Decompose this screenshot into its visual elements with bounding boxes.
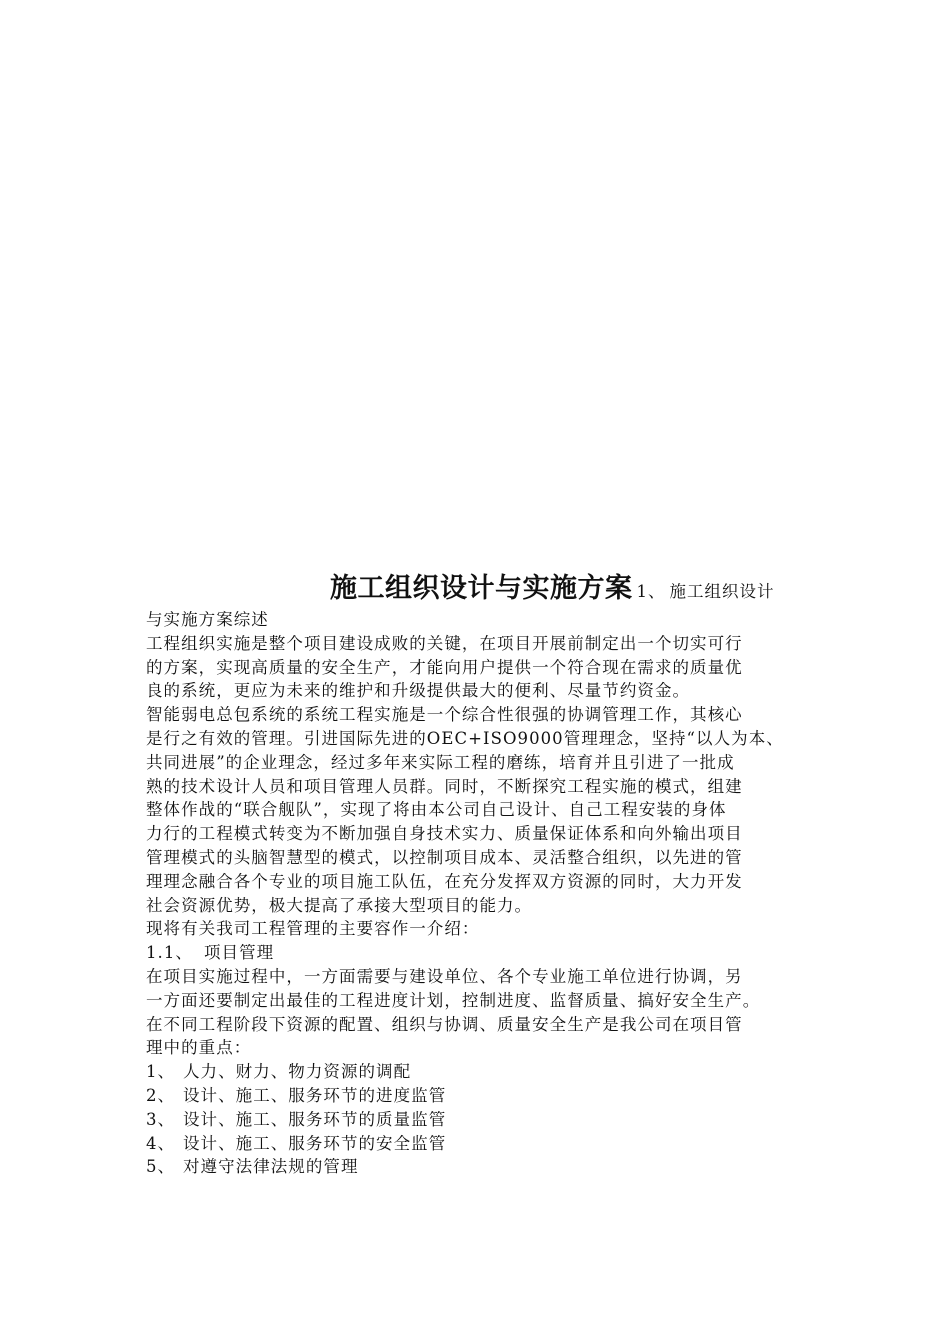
list-item-number: 1、 xyxy=(146,1062,176,1082)
list-item xyxy=(146,1132,836,1156)
paragraph-line: 是行之有效的管理。引进国际先进的OEC+ISO9000管理理念，坚持“以人为本、 xyxy=(146,728,784,748)
paragraph-line: 良的系统，更应为未来的维护和升级提供最大的便利、尽量节约资金。 xyxy=(146,681,691,701)
list-item-number: 5、 xyxy=(146,1157,176,1177)
intro-line: 现将有关我司工程管理的主要容作一介绍： xyxy=(146,919,480,939)
list-item-number: 3、 xyxy=(146,1109,176,1129)
paragraph-line: 在不同工程阶段下资源的配置、组织与协调、质量安全生产是我公司在项目管 xyxy=(146,1014,743,1034)
paragraph-line: 理中的重点： xyxy=(146,1038,252,1058)
list-item-text: 对遵守法律法规的管理 xyxy=(183,1157,359,1177)
paragraph-line: 智能弱电总包系统的系统工程实施是一个综合性很强的协调管理工作，其核心 xyxy=(146,705,743,725)
paragraph-line: 理理念融合各个专业的项目施工队伍，在充分发挥双方资源的同时，大力开发 xyxy=(146,871,743,891)
list-item-text: 人力、财力、物力资源的调配 xyxy=(183,1062,412,1082)
paragraph-line: 整体作战的“联合舰队”，实现了将由本公司自己设计、自己工程安装的身体 xyxy=(146,800,727,820)
list-item xyxy=(146,1060,836,1084)
list-item-number: 2、 xyxy=(146,1085,176,1105)
section-title-continued: 与实施方案综述 xyxy=(146,610,269,629)
title-line xyxy=(330,566,930,605)
section-number: 1、 xyxy=(636,582,666,601)
paragraph-line: 管理模式的头脑智慧型的模式，以控制项目成本、灵活整合组织，以先进的管 xyxy=(146,847,743,867)
subsection-number: 1.1、 xyxy=(146,943,193,963)
list-item xyxy=(146,1108,836,1132)
paragraph-line: 熟的技术设计人员和项目管理人员群。同时，不断探究工程实施的模式，组建 xyxy=(146,776,743,796)
paragraph-line: 一方面还要制定出最佳的工程进度计划，控制进度、监督质量、搞好安全生产。 xyxy=(146,990,761,1010)
paragraph-line: 力行的工程模式转变为不断加强自身技术实力、质量保证体系和向外输出项目 xyxy=(146,824,743,844)
document-title: 施工组织设计与实施方案 xyxy=(330,573,633,604)
list-item xyxy=(146,1155,836,1179)
paragraph-line: 在项目实施过程中，一方面需要与建设单位、各个专业施工单位进行协调，另 xyxy=(146,966,743,986)
list-item-text: 设计、施工、服务环节的进度监管 xyxy=(183,1085,447,1105)
paragraph-line: 的方案，实现高质量的安全生产，才能向用户提供一个符合现在需求的质量优 xyxy=(146,657,743,677)
paragraph-line: 工程组织实施是整个项目建设成败的关键，在项目开展前制定出一个切实可行 xyxy=(146,633,743,653)
paragraph-line: 共同进展”的企业理念，经过多年来实际工程的磨练，培育并且引进了一批成 xyxy=(146,752,735,772)
paragraph-line: 社会资源优势，极大提高了承接大型项目的能力。 xyxy=(146,895,533,915)
subsection-heading xyxy=(146,941,836,965)
list-item-text: 设计、施工、服务环节的安全监管 xyxy=(183,1133,447,1153)
list-item-text: 设计、施工、服务环节的质量监管 xyxy=(183,1109,447,1129)
list-item-number: 4、 xyxy=(146,1133,176,1153)
section-title-part1: 施工组织设计 xyxy=(669,582,775,601)
document-body xyxy=(146,608,836,1179)
list-item xyxy=(146,1084,836,1108)
subsection-title: 项目管理 xyxy=(204,943,275,963)
